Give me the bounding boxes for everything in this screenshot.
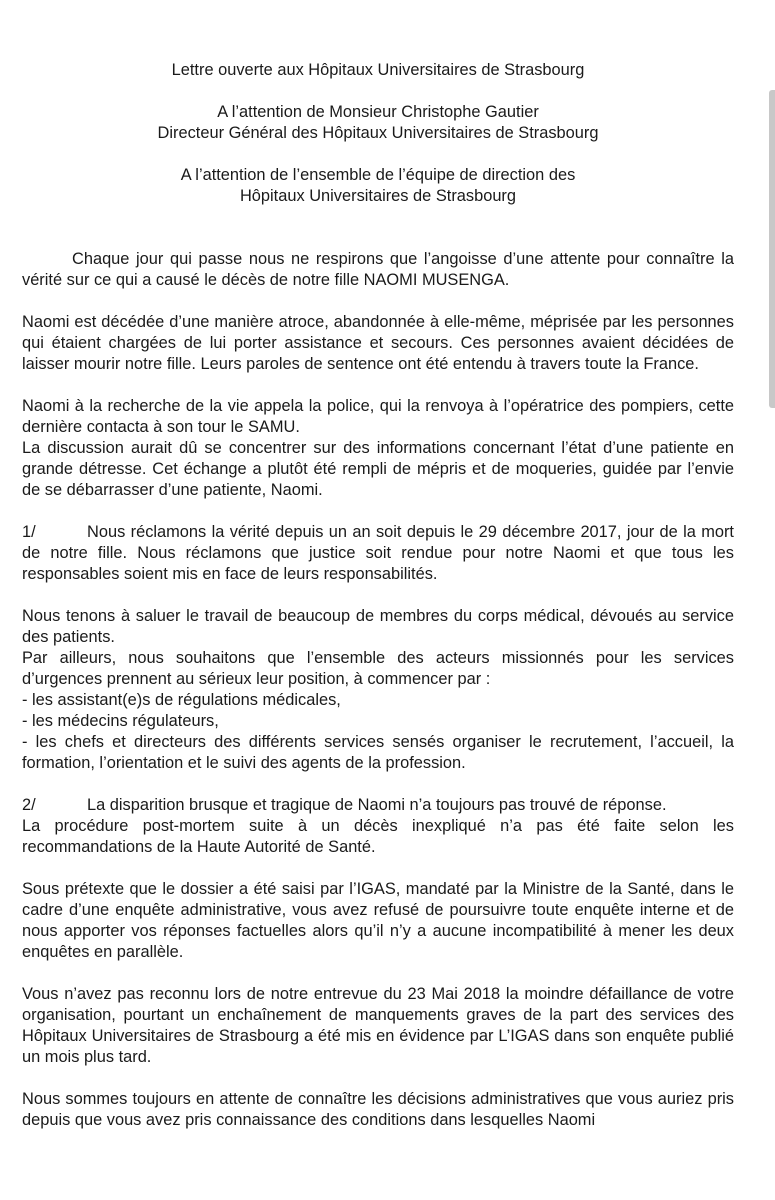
point-number-1: 1/ — [22, 523, 36, 541]
point-1-text: Nous réclamons la vérité depuis un an soit depuis le 29 décembre 2017, jour de la mort de notre fille. Nous réclamons que justice soit rendue pour notre Naomi et que tous les responsables soient mis en face de leurs responsabilités. — [22, 523, 734, 583]
point-number-2: 2/ — [22, 796, 36, 814]
paragraph-1: Chaque jour qui passe nous ne respirons que l’angoisse d’une attente pour connaître la vérité sur ce qui a causé le décès de notre fille NAOMI MUSENGA. — [22, 250, 734, 289]
letter-title: Lettre ouverte aux Hôpitaux Universitaires de Strasbourg — [171, 61, 585, 79]
paragraph-point-1 — [22, 522, 734, 585]
list-item: - les chefs et directeurs des différents services sensés organiser le recrutement, l’accueil, la formation, l’orientation et le suivi des agents de la profession. — [22, 733, 734, 772]
letter-body — [22, 60, 734, 1131]
recipient-line: A l’attention de Monsieur Christophe Gautier — [217, 103, 539, 121]
recipient-title: Directeur Général des Hôpitaux Universitaires de Strasbourg — [157, 124, 599, 142]
recipient-team-line: A l’attention de l’ensemble de l’équipe de direction des — [180, 166, 576, 184]
letter-header — [22, 60, 734, 207]
paragraph-3a: Naomi à la recherche de la vie appela la police, qui la renvoya à l’opératrice des pompiers, cette dernière contacta à son tour le SAMU. — [22, 397, 734, 436]
paragraph-8: Vous n’avez pas reconnu lors de notre entrevue du 23 Mai 2018 la moindre défaillance de votre organisation, pourtant un enchaînement de manquements graves de la part des services des Hôpitaux Universitaires de Strasbourg a été mis en évidence par L’IGAS dans son enquête publié un mois plus tard. — [22, 985, 734, 1066]
paragraph-6b: La procédure post-mortem suite à un décès inexpliqué n’a pas été faite selon les recommandations de la Haute Autorité de Santé. — [22, 817, 734, 856]
list-item: - les assistant(e)s de régulations médicales, — [22, 691, 341, 709]
paragraph-2: Naomi est décédée d’une manière atroce, abandonnée à elle-même, méprisée par les personnes qui étaient chargées de lui porter assistance et secours. Ces personnes avaient décidées de laisser mourir notre fille. Leurs paroles de sentence ont été entendu à travers toute la France. — [22, 313, 734, 373]
paragraph-9: Nous sommes toujours en attente de connaître les décisions administratives que vous auriez pris depuis que vous avez pris connaissance des conditions dans lesquelles Naomi — [22, 1090, 734, 1129]
recipient-institution: Hôpitaux Universitaires de Strasbourg — [239, 187, 517, 205]
list-item: - les médecins régulateurs, — [22, 712, 219, 730]
paragraph-3b: La discussion aurait dû se concentrer sur des informations concernant l’état d’une patiente en grande détresse. Cet échange a plutôt été rempli de mépris et de moqueries, guidée par l’envie de se débarrasser d’une patiente, Naomi. — [22, 439, 734, 499]
paragraph-point-2 — [22, 795, 734, 816]
scrollbar-thumb[interactable] — [769, 90, 775, 408]
paragraph-5a: Nous tenons à saluer le travail de beaucoup de membres du corps médical, dévoués au service des patients. — [22, 607, 734, 646]
paragraph-5b: Par ailleurs, nous souhaitons que l’ensemble des acteurs missionnés pour les services d’urgences prennent au sérieux leur position, à commencer par : — [22, 649, 734, 688]
paragraph-7: Sous prétexte que le dossier a été saisi par l’IGAS, mandaté par la Ministre de la Santé, dans le cadre d’une enquête administrative, vous avez refusé de poursuivre toute enquête interne et de nous apporter vos réponses factuelles alors qu’il n’y a aucune incompatibilité à mener les deux enquêtes en parallèle. — [22, 880, 734, 961]
point-2-text: La disparition brusque et tragique de Naomi n’a toujours pas trouvé de réponse. — [87, 796, 667, 814]
